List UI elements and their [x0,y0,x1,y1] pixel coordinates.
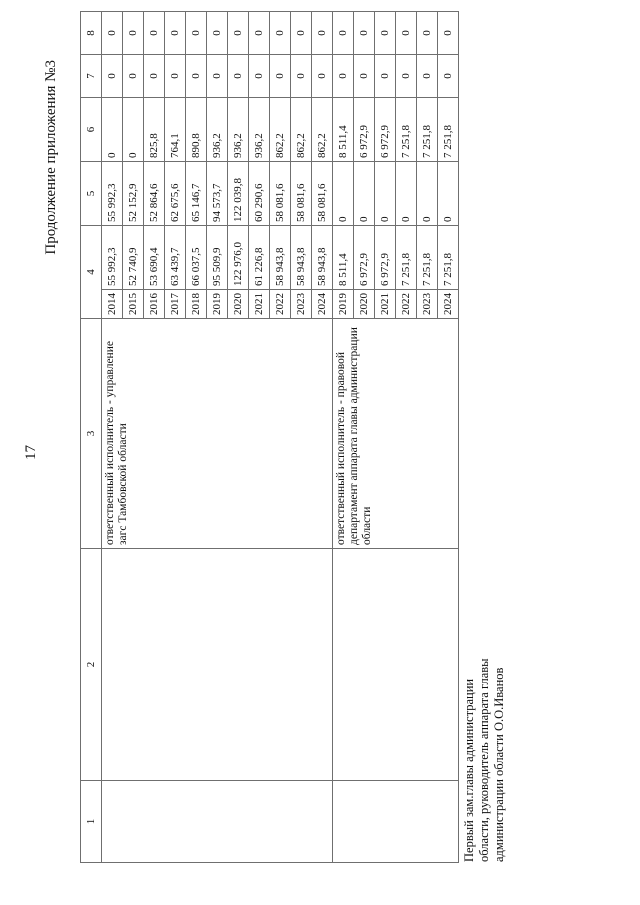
value-cell: 6 972,9 [354,98,375,162]
responsible-executor-cell: ответственный исполнитель - правовой департамент аппарата главы администрации области [333,319,459,549]
value-cell: 0 [144,55,165,98]
value-cell: 0 [417,55,438,98]
value-cell: 0 [396,162,417,226]
value-cell: 0 [333,55,354,98]
value-cell: 825,8 [144,98,165,162]
total-cell: 7 251,8 [396,226,417,290]
value-cell: 65 146,7 [186,162,207,226]
year-cell: 2020 [228,290,249,319]
empty-cell [333,781,459,863]
value-cell: 0 [312,55,333,98]
value-cell: 0 [249,12,270,55]
value-cell: 862,2 [270,98,291,162]
empty-cell [102,549,333,781]
value-cell: 0 [438,12,459,55]
value-cell: 936,2 [228,98,249,162]
year-cell: 2019 [207,290,228,319]
value-cell: 58 081,6 [291,162,312,226]
value-cell: 0 [396,12,417,55]
value-cell: 94 573,7 [207,162,228,226]
header-cell: 8 [81,12,102,55]
value-cell: 0 [102,12,123,55]
value-cell: 764,1 [165,98,186,162]
value-cell: 122 039,8 [228,162,249,226]
header-cell: 5 [81,162,102,226]
year-cell: 2021 [375,290,396,319]
value-cell: 60 290,6 [249,162,270,226]
year-cell: 2022 [270,290,291,319]
signature-line: Первый зам.главы администрации [462,678,476,862]
total-cell: 8 511,4 [333,226,354,290]
signature-block [462,658,507,862]
total-cell: 63 439,7 [165,226,186,290]
year-cell: 2022 [396,290,417,319]
value-cell: 0 [228,55,249,98]
value-cell: 0 [123,55,144,98]
total-cell: 52 740,9 [123,226,144,290]
year-cell: 2024 [312,290,333,319]
continuation-label: Продолжение приложения №3 [43,60,59,255]
value-cell: 0 [270,12,291,55]
signature-line: администрации области О.О.Иванов [492,667,506,862]
value-cell: 0 [207,12,228,55]
value-cell: 0 [186,12,207,55]
total-cell: 58 943,8 [270,226,291,290]
year-cell: 2023 [291,290,312,319]
total-cell: 58 943,8 [291,226,312,290]
value-cell: 0 [186,55,207,98]
value-cell: 936,2 [207,98,228,162]
value-cell: 6 972,9 [375,98,396,162]
value-cell: 0 [333,12,354,55]
total-cell: 6 972,9 [354,226,375,290]
year-cell: 2021 [249,290,270,319]
table-row [333,12,354,863]
header-cell: 1 [81,781,102,863]
value-cell: 0 [228,12,249,55]
value-cell: 58 081,6 [270,162,291,226]
value-cell: 0 [312,12,333,55]
value-cell: 0 [354,162,375,226]
year-cell: 2019 [333,290,354,319]
value-cell: 0 [165,55,186,98]
value-cell: 890,8 [186,98,207,162]
value-cell: 936,2 [249,98,270,162]
value-cell: 52 152,9 [123,162,144,226]
year-cell: 2016 [144,290,165,319]
header-cell: 7 [81,55,102,98]
year-cell: 2014 [102,290,123,319]
responsible-executor-cell: ответственный исполнитель - управление загс Тамбовской области [102,319,333,549]
value-cell: 0 [417,162,438,226]
signature-line: области, руководитель аппарата главы [477,658,491,862]
budget-table [80,11,459,863]
empty-cell [102,781,333,863]
value-cell: 0 [270,55,291,98]
value-cell: 0 [102,98,123,162]
total-cell: 55 992,3 [102,226,123,290]
year-cell: 2017 [165,290,186,319]
value-cell: 0 [165,12,186,55]
value-cell: 0 [417,12,438,55]
value-cell: 0 [375,55,396,98]
value-cell: 8 511,4 [333,98,354,162]
year-cell: 2020 [354,290,375,319]
value-cell: 862,2 [291,98,312,162]
header-cell: 2 [81,549,102,781]
total-cell: 7 251,8 [417,226,438,290]
year-cell: 2018 [186,290,207,319]
value-cell: 0 [375,162,396,226]
value-cell: 0 [396,55,417,98]
value-cell: 862,2 [312,98,333,162]
header-cell: 6 [81,98,102,162]
total-cell: 7 251,8 [438,226,459,290]
value-cell: 0 [123,12,144,55]
value-cell: 0 [123,98,144,162]
page-number: 17 [23,445,39,460]
total-cell: 53 690,4 [144,226,165,290]
value-cell: 7 251,8 [417,98,438,162]
value-cell: 0 [438,162,459,226]
header-cell: 4 [81,226,102,319]
header-cell: 3 [81,319,102,549]
value-cell: 0 [354,12,375,55]
value-cell: 7 251,8 [396,98,417,162]
value-cell: 0 [249,55,270,98]
value-cell: 0 [333,162,354,226]
value-cell: 0 [207,55,228,98]
total-cell: 95 509,9 [207,226,228,290]
year-cell: 2023 [417,290,438,319]
value-cell: 0 [438,55,459,98]
value-cell: 0 [291,12,312,55]
value-cell: 55 992,3 [102,162,123,226]
value-cell: 0 [144,12,165,55]
table-row [102,12,123,863]
header-row [81,12,102,863]
value-cell: 0 [291,55,312,98]
value-cell: 7 251,8 [438,98,459,162]
value-cell: 0 [375,12,396,55]
total-cell: 58 943,8 [312,226,333,290]
year-cell: 2024 [438,290,459,319]
total-cell: 61 226,8 [249,226,270,290]
empty-cell [333,549,459,781]
year-cell: 2015 [123,290,144,319]
value-cell: 58 081,6 [312,162,333,226]
value-cell: 0 [102,55,123,98]
total-cell: 6 972,9 [375,226,396,290]
total-cell: 122 976,0 [228,226,249,290]
value-cell: 62 675,6 [165,162,186,226]
value-cell: 0 [354,55,375,98]
value-cell: 52 864,6 [144,162,165,226]
total-cell: 66 037,5 [186,226,207,290]
